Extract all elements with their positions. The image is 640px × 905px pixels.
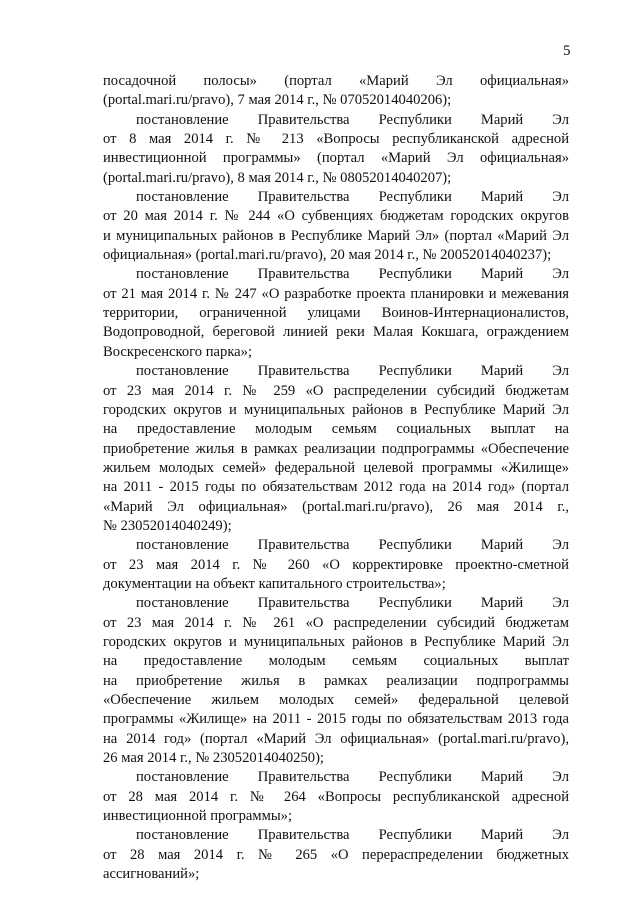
text-line: от 28 мая 2014 г. № 265 «О перераспределении бюджетных bbox=[103, 846, 569, 863]
text-line: программы «Жилище» на 2011 - 2015 годы по обязательствам 2013 года bbox=[103, 711, 569, 728]
text-line: на приобретение жилья в рамках реализации подпрограммы bbox=[103, 672, 569, 689]
text-line: постановление Правительства Республики Марий Эл bbox=[136, 266, 569, 283]
text-line: постановление Правительства Республики Марий Эл bbox=[136, 111, 569, 128]
text-line: постановление Правительства Республики Марий Эл bbox=[136, 537, 569, 554]
text-line: на 2014 год» (портал «Марий Эл официальная» (portal.mari.ru/pravo), bbox=[103, 730, 569, 747]
text-line: 26 мая 2014 г., № 23052014040250); bbox=[103, 750, 324, 767]
text-line: постановление Правительства Республики Марий Эл bbox=[136, 769, 569, 786]
text-line: от 23 мая 2014 г. № 261 «О распределении субсидий бюджетам bbox=[103, 614, 569, 631]
text-line: постановление Правительства Республики Марий Эл bbox=[136, 363, 569, 380]
text-line: жильем молодых семей» федеральной целевой программы «Жилище» bbox=[103, 459, 569, 476]
text-line: «Обеспечение жильем молодых семей» федеральной целевой bbox=[103, 692, 569, 708]
text-line: и муниципальных районов в Республике Марий Эл» (портал «Марий Эл bbox=[103, 227, 569, 244]
text-line: инвестиционной программы»; bbox=[103, 808, 293, 825]
page-number: 5 bbox=[563, 43, 571, 59]
text-line: (portal.mari.ru/pravo), 8 мая 2014 г., № 08052014040207); bbox=[103, 169, 452, 186]
text-line: официальная» (portal.mari.ru/pravo), 20 мая 2014 г., № 20052014040237); bbox=[103, 247, 552, 264]
text-line: постановление Правительства Республики Марий Эл bbox=[136, 595, 569, 612]
text-line: от 23 мая 2014 г. № 259 «О распределении субсидий бюджетам bbox=[103, 382, 569, 399]
text-line: Водопроводной, береговой линией реки Малая Кокшага, ограждением bbox=[103, 324, 569, 341]
text-line: от 8 мая 2014 г. № 213 «Вопросы республиканской адресной bbox=[103, 131, 569, 148]
text-line: «Марий Эл официальная» (portal.mari.ru/pravo), 26 мая 2014 г., bbox=[103, 498, 569, 515]
text-line: Воскресенского парка»; bbox=[103, 343, 253, 360]
document-body bbox=[103, 72, 569, 884]
text-line: (portal.mari.ru/pravo), 7 мая 2014 г., № 07052014040206); bbox=[103, 92, 452, 109]
text-line: постановление Правительства Республики Марий Эл bbox=[136, 827, 569, 844]
text-line: инвестиционной программы» (портал «Марий Эл официальная» bbox=[103, 150, 569, 167]
text-line: городских округов и муниципальных районов в Республике Марий Эл bbox=[103, 633, 569, 650]
text-line: на предоставление молодым семьям социальных выплат на bbox=[103, 421, 569, 438]
text-line: ассигнований»; bbox=[103, 866, 200, 883]
text-line: постановление Правительства Республики Марий Эл bbox=[136, 189, 569, 206]
text-line: от 28 мая 2014 г. № 264 «Вопросы республиканской адресной bbox=[103, 788, 569, 805]
text-line: городских округов и муниципальных районов в Республике Марий Эл bbox=[103, 401, 569, 418]
text-line: территории, ограниченной улицами Воинов-Интернационалистов, bbox=[103, 305, 569, 322]
text-line: документации на объект капитального строительства»; bbox=[103, 575, 446, 592]
text-line: на предоставление молодым семьям социальных выплат bbox=[103, 653, 569, 670]
text-line: приобретение жилья в рамках реализации подпрограммы «Обеспечение bbox=[103, 440, 569, 457]
text-line: от 20 мая 2014 г. № 244 «О субвенциях бюджетам городских округов bbox=[103, 208, 569, 225]
text-line: посадочной полосы» (портал «Марий Эл официальная» bbox=[103, 73, 569, 89]
text-line: на 2011 - 2015 годы по обязательствам 2012 года на 2014 год» (портал bbox=[103, 479, 569, 496]
text-line: от 21 мая 2014 г. № 247 «О разработке проекта планировки и межевания bbox=[103, 285, 569, 302]
text-line: № 23052014040249); bbox=[103, 517, 232, 534]
text-line: от 23 мая 2014 г. № 260 «О корректировке проектно-сметной bbox=[103, 556, 569, 573]
